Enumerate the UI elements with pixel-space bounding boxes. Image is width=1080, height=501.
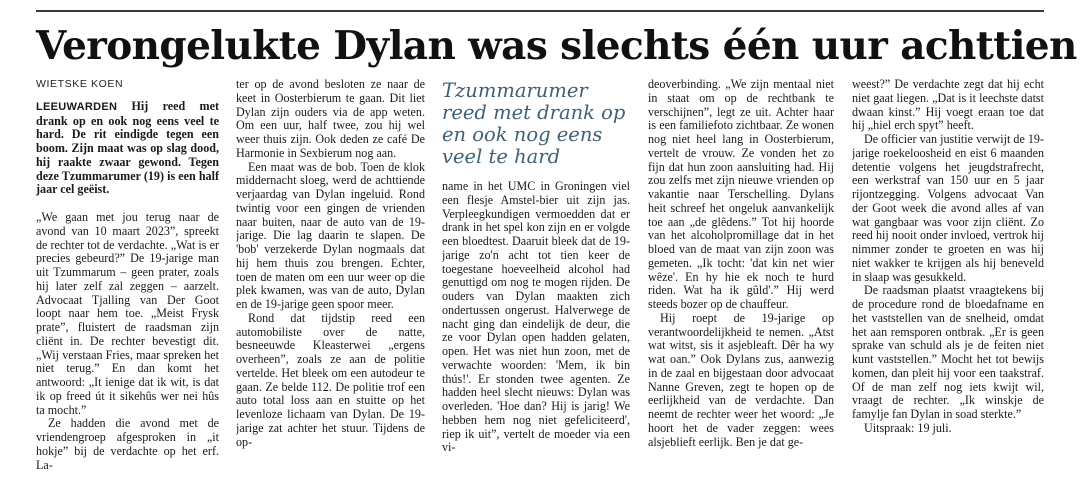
dateline: LEEUWARDEN: [36, 100, 118, 113]
body-paragraph: „We gaan met jou terug naar de avond van 10 maart 2023”, spreekt de rechter tot de verdachte. „Wat is er precies gebeurd?” De 19-jarige man uit Tzummarum – geen prater, zoals hij later zelf zal zeggen – aarzelt. Advocaat Tjalling van Der Goot loopt naar hem toe. „Meist Frysk prate”, fluistert de raadsman zijn cliënt in. De rechter bevestigt dit. „Wij verstaan Fries, maar spreken het niet terug.” En dan komt het antwoord: „It ienige dat ik wit, is dat ik op freed út it sikehûs wer nei hûs ta mocht.”: [36, 210, 219, 417]
body-paragraph: ter op de avond besloten ze naar de keet in Oosterbierum te gaan. Dit liet Dylan zijn ouders via de app weten. Om een uur, half twee, zou hij wel weer thuis zijn. Ook deden ze café De Harmonie in Sexbierum nog aan.: [236, 78, 425, 160]
body-paragraph: Een maat was de bob. Toen de klok middernacht sloeg, werd de achttiende verjaardag van Dylan ingeluid. Rond twintig voor een gingen de vrienden naar buiten, naar de auto van de 19-jarige. Die lag daarin te slapen. De 'bob' verzekerde Dylan nogmaals dat hij hem thuis zou brengen. Echter, toen de maten om een uur weer op die plek kwamen, was van de auto, Dylan en de 19-jarige geen spoor meer.: [236, 159, 425, 311]
body-paragraph: deoverbinding. „We zijn mentaal niet in staat om op de rechtbank te verschijnen”, legt ze uit. Achter haar is een familiefoto zichtbaar. Ze wonen nog niet heel lang in Oosterbierum, vertelt de vrouw. Ze vonden het zo fijn dat hun zoon aansluiting had. Hij zou zelfs met zijn nieuwe vrienden op vakantie naar Terschelling. Dylans heit schreef het ongeluk aanvankelijk toe aan „de glêdens.” Tot hij hoorde van het alcoholpromillage dat in het bloed van de maat van zijn zoon was gemeten. „Ik tocht: 'dat kin net wier wêze'. En hy hie ek noch te hurd riden. Wat ha ik gûld'.” Hij werd steeds bozer op de chauffeur.: [648, 78, 834, 311]
body-paragraph: name in het UMC in Groningen viel een flesje Amstel-bier uit zijn jas. Verpleegkundigen vermoedden dat er drank in het spel kon zijn en er volgde een bloedtest. Daaruit bleek dat de 19-jarige zo'n acht tot tien keer de toegestane hoeveelheid alcohol had genuttigd om nog te mogen rijden. De ouders van Dylan maakten zich ondertussen ongerust. Halverwege de nacht ging dan eindelijk de deur, die ze voor Dylan open hadden gelaten, open. Het was niet hun zoon, met de verwachte woorden: 'Mem, ik bin thús!'. Er stonden twee agenten. Ze hadden heel slecht nieuws: Dylan was overleden. 'Hoe dan? Hij is jarig! We hebben hem nog niet gefeliciteerd', riep ik uit”, vertelt de moeder via een vi-: [442, 179, 630, 455]
article-column-5: [852, 78, 1044, 496]
article-column-3: [442, 78, 630, 496]
body-paragraph: Ze hadden die avond met de vriendengroep afgesproken in „it hokje” bij de verdachte op het erf. La-: [36, 416, 219, 472]
body-paragraph: De raadsman plaatst vraagtekens bij de procedure rond de bloedafname en het vaststellen van de snelheid, omdat het aan remsporen ontbrak. „Er is geen sprake van schuld als je de feiten niet kunt vaststellen.” Mocht het tot bewijs komen, dan pleit hij voor een taakstraf. Of de man zelf nog iets kwijt wil, vraagt de rechter. „Ik winskje de famylje fan Dylan in soad sterkte.”: [852, 283, 1044, 421]
article-column-1: [36, 78, 219, 496]
pull-quote: Tzummarumer reed met drank op en ook nog eens veel te hard: [442, 79, 626, 168]
headline: Verongelukte Dylan was slechts één uur achttien: [36, 23, 1077, 69]
intro-paragraph: [36, 100, 219, 197]
body-paragraph: weest?” De verdachte zegt dat hij echt niet gaat liegen. „Dat is it leechste datst dwaan kinst.” Hij voegt eraan toe dat hij „hiel erch spyt” heeft.: [852, 78, 1044, 133]
body-paragraph: Rond dat tijdstip reed een automobiliste over de natte, besneeuwde Kleasterwei „ergens overheen”, zoals ze aan de politie vertelde. Het bleek om een autodeur te gaan. Ze belde 112. De politie trof een auto total loss aan en stuitte op het levenloze lichaam van Dylan. De 19-jarige zat achter het stuur. Tijdens de op-: [236, 310, 425, 449]
article-column-4: [648, 78, 834, 496]
article-column-2: [236, 78, 425, 496]
body-paragraph: Uitspraak: 19 juli.: [864, 420, 952, 435]
body-paragraph: De officier van justitie verwijt de 19-jarige roekeloosheid en eist 6 maanden detentie volgens het jeugdstrafrecht, een werkstraf van 150 uur en 5 jaar rijontzegging. Volgens advocaat Van der Goot week die avond alles af van wat gangbaar was voor zijn cliënt. Zo reed hij nooit onder invloed, vertrok hij nimmer zonder te groeten en was hij niet wakker te krijgen als hij beneveld in slaap was gesukkeld.: [852, 132, 1044, 284]
byline: WIETSKE KOEN: [36, 78, 124, 90]
body-paragraph: Hij roept de 19-jarige op verantwoordelijkheid te nemen. „Atst wat witst, sis it asjebleaft. Dêr ha wy wat oan.” Ook Dylans zus, aanwezig in de zaal en bijgestaan door advocaat Nanne Greven, zegt te hopen op de eerlijkheid van de verdachte. Dan neemt de rechter weer het woord: „Je hoort het de vader zeggen: wees alsjeblieft eerlijk. Ben je dat ge-: [648, 310, 834, 449]
top-rule: [36, 10, 1044, 12]
intro-text: Hij reed met drank op en ook nog eens veel te hard. De rit eindigde tegen een boom. Zijn maat was op slag dood, hij raakte zwaar gewond. Tegen deze Tzummarumer (19) is een half jaar cel geëist.: [36, 98, 219, 197]
